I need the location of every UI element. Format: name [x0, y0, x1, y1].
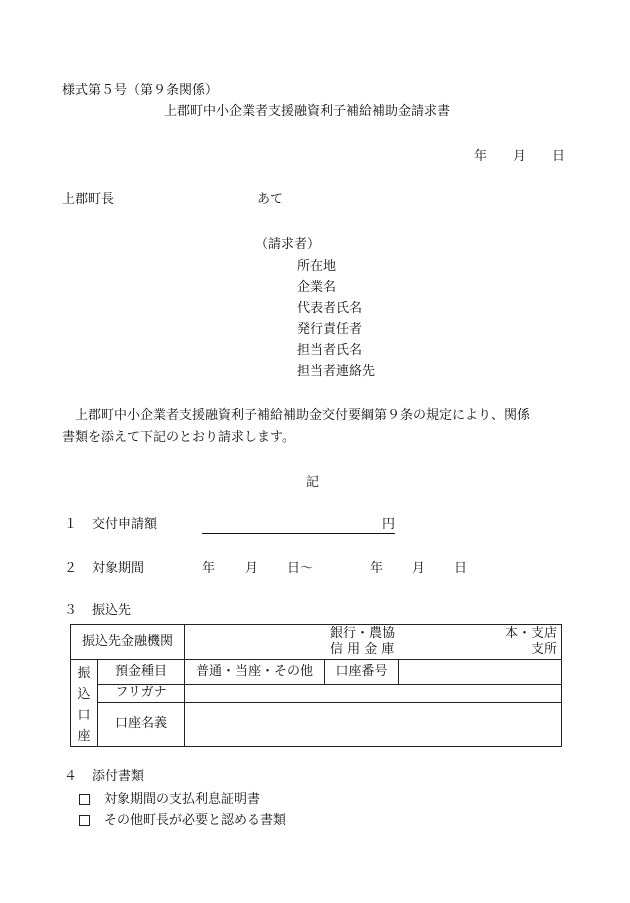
furigana-label: フリガナ [115, 685, 167, 701]
document-interest-certificate: 対象期間の支払利息証明書 [104, 792, 261, 807]
addressee-name: 上郡町長 [62, 192, 115, 207]
requester-field-address: 所在地 [297, 259, 337, 274]
item3-number: ３ [64, 603, 78, 618]
date-year-label: 年 [474, 149, 488, 164]
vertical-char: 振 [77, 665, 91, 681]
table-row [71, 685, 562, 703]
account-name-value-cell[interactable] [185, 703, 562, 747]
checkbox-other-documents[interactable] [79, 815, 90, 826]
table-row [71, 625, 562, 660]
requester-field-company: 企業名 [297, 280, 337, 295]
bank-type-options-line-1: 銀行・農協 [330, 626, 396, 641]
branch-options-line-2: 支所 [531, 642, 558, 657]
table-row [71, 660, 562, 685]
item4-number: ４ [64, 769, 78, 784]
deposit-type-label-cell [98, 660, 185, 685]
table-row [71, 703, 562, 747]
account-name-label-cell [98, 703, 185, 747]
transfer-account-vertical-label [71, 660, 98, 747]
period-from-year: 年 [202, 561, 216, 576]
requester-field-contact-info: 担当者連絡先 [297, 364, 376, 379]
addressee-honorific: あて [257, 192, 284, 207]
account-name-label: 口座名義 [115, 716, 168, 732]
checkbox-interest-certificate[interactable] [79, 794, 90, 805]
body-text-line-1: 上郡町中小企業者支援融資利子補給補助金交付要綱第９条の規定により、関係 [75, 408, 531, 423]
vertical-char: 座 [77, 728, 91, 744]
period-to-day: 日 [454, 561, 468, 576]
deposit-type-options-cell[interactable] [185, 660, 325, 685]
item1-yen-unit: 円 [382, 517, 396, 532]
vertical-char: 口 [77, 707, 91, 723]
ki-heading: 記 [306, 475, 320, 490]
vertical-char: 込 [77, 686, 91, 702]
period-to-year: 年 [370, 561, 384, 576]
account-number-label: 口座番号 [335, 663, 388, 679]
requester-field-representative: 代表者氏名 [297, 301, 363, 316]
requester-field-issuer: 発行責任者 [297, 322, 363, 337]
form-number: 様式第５号（第９条関係） [62, 83, 219, 98]
date-month-label: 月 [513, 149, 527, 164]
requester-field-contact-person: 担当者氏名 [297, 343, 363, 358]
item1-label: 交付申請額 [92, 517, 158, 532]
institution-label-cell [71, 625, 185, 660]
grant-amount-blank[interactable] [202, 533, 395, 534]
account-number-value-cell[interactable] [399, 660, 562, 685]
institution-value-cell[interactable] [185, 625, 562, 660]
period-from-month: 月 [245, 561, 259, 576]
period-to-month: 月 [412, 561, 426, 576]
bank-type-options-line-2: 信 用 金 庫 [330, 642, 395, 657]
item3-label: 振込先 [92, 603, 132, 618]
furigana-value-cell[interactable] [185, 685, 562, 703]
deposit-type-label: 預金種目 [115, 663, 168, 679]
period-from-day: 日～ [287, 561, 314, 576]
document-title: 上郡町中小企業者支援融資利子補給補助金請求書 [164, 104, 451, 119]
date-day-label: 日 [552, 149, 566, 164]
requester-heading: （請求者） [255, 237, 321, 252]
institution-label: 振込先金融機関 [82, 633, 174, 649]
body-text-line-2: 書類を添えて下記のとおり請求します。 [62, 430, 295, 445]
deposit-type-options: 普通・当座・その他 [196, 663, 314, 679]
branch-options-line-1: 本・支店 [505, 626, 558, 641]
document-other: その他町長が必要と認める書類 [104, 813, 287, 828]
account-number-label-cell [325, 660, 399, 685]
furigana-label-cell [98, 685, 185, 703]
item1-number: １ [64, 517, 78, 532]
bank-transfer-table [70, 624, 562, 747]
item2-number: ２ [64, 561, 78, 576]
item4-label: 添付書類 [92, 769, 145, 784]
item2-label: 対象期間 [92, 561, 145, 576]
